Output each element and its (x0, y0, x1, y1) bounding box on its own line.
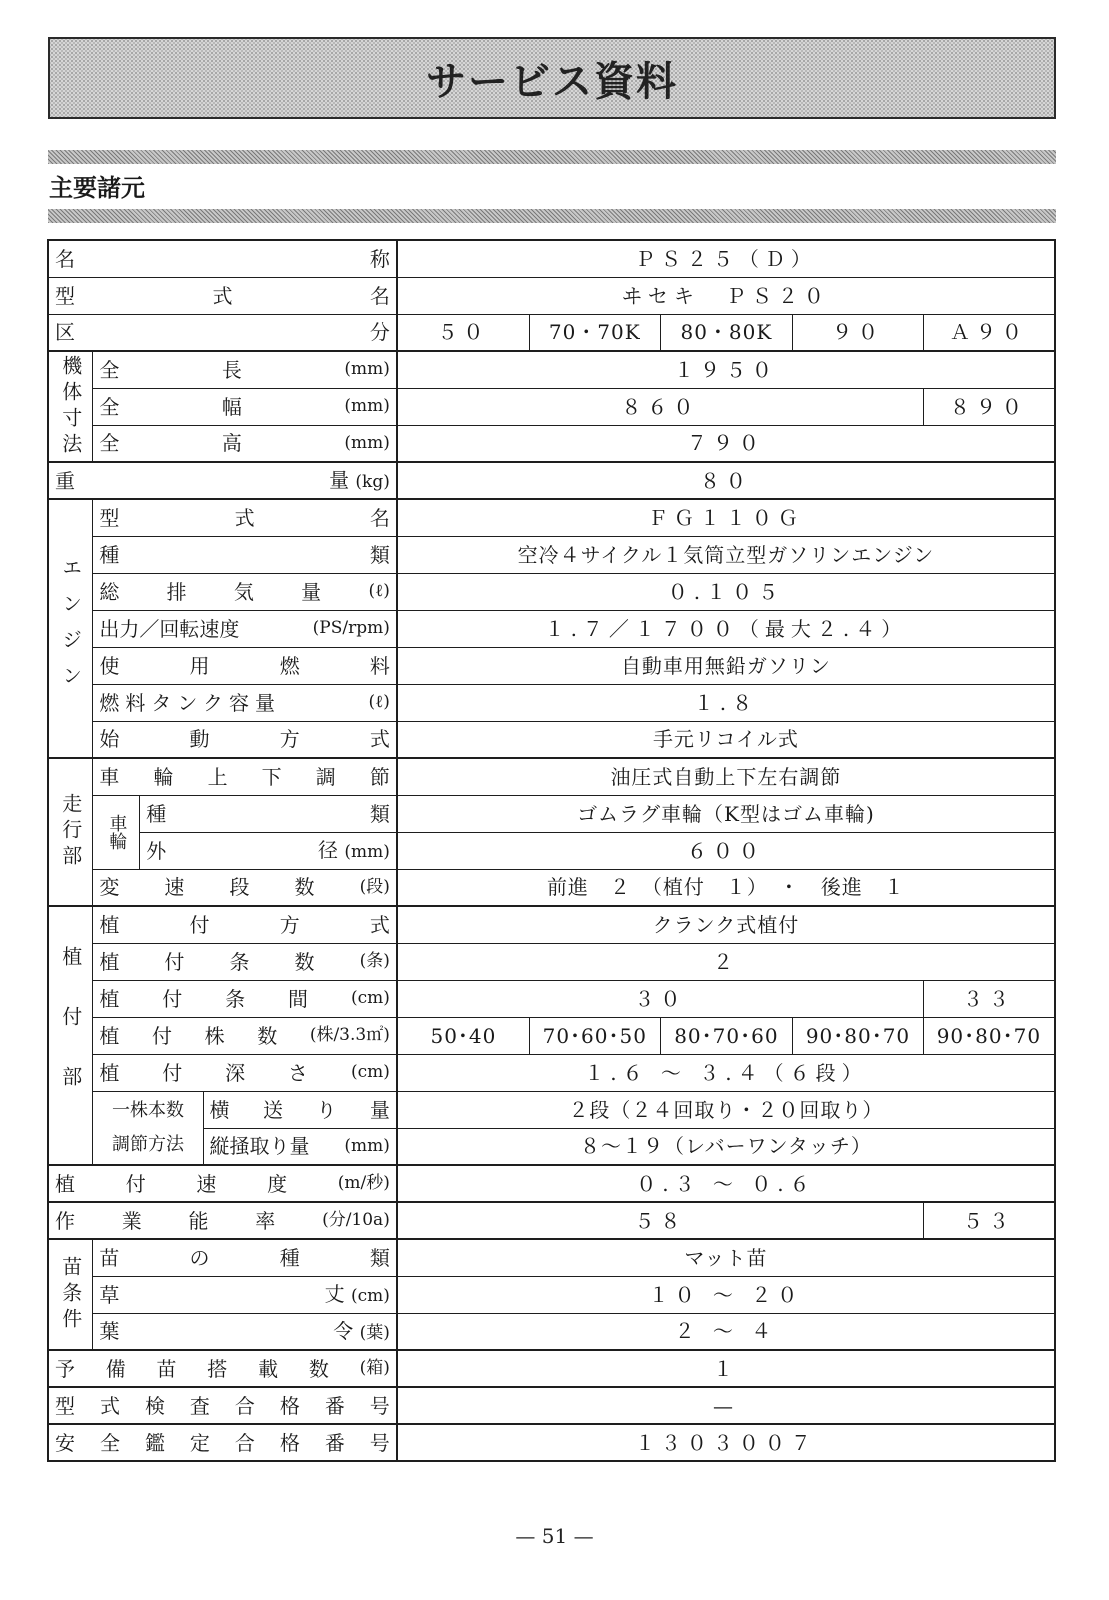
row-wheel-type (48, 795, 1055, 832)
group-travel: 走行部 (48, 758, 93, 906)
label-cell (93, 573, 397, 610)
title-banner (48, 37, 1056, 119)
label-cell (93, 721, 397, 758)
row-speed (48, 1165, 1055, 1202)
label-cell (93, 1239, 397, 1276)
row-fuel (48, 647, 1055, 684)
row-plant-depth (48, 1054, 1055, 1091)
row-engine-type (48, 536, 1055, 573)
row-plant-rows (48, 943, 1055, 980)
value-width: ８６０ (397, 388, 923, 425)
value-wheel-adjust: 油圧式自動上下左右調節 (397, 758, 1055, 795)
label-cell (140, 832, 397, 869)
label-cell (48, 277, 397, 314)
value-efficiency: ５８ (397, 1202, 923, 1239)
value-plant-method: クランク式植付 (397, 906, 1055, 943)
label-cell (48, 314, 397, 351)
label-output: 出力／回転速度 (PS/rpm) (99, 616, 390, 641)
category-80: 80・80K (660, 314, 793, 351)
page-number: — 51 — (515, 1524, 594, 1548)
value-output: １.７／１７００（最大２.４） (397, 610, 1055, 647)
label-cell (93, 1276, 397, 1313)
category-50: ５０ (397, 314, 530, 351)
row-category (48, 314, 1055, 351)
value-wheel-type: ゴムラグ車輪（K型はゴム車輪) (397, 795, 1055, 832)
group-engine: エンジン (48, 499, 93, 758)
value-engine-type: 空冷４サイクル１気筒立型ガソリンエンジン (397, 536, 1055, 573)
label-weight: 重 量 (kg) (55, 468, 390, 493)
label-engine-model: 型 式 名 (99, 505, 390, 530)
value-seedling-type: マット苗 (397, 1239, 1055, 1276)
label-width: 全 幅 (mm) (99, 394, 390, 419)
value-name: ＰＳ２５（Ｄ） (397, 240, 1055, 277)
label-cell (93, 1017, 397, 1054)
label-cell (48, 240, 397, 277)
row-model (48, 277, 1055, 314)
label-cell (203, 1091, 397, 1128)
hills-90: 90･80･70 (793, 1017, 924, 1054)
label-cell (93, 869, 397, 906)
value-spare: １ (397, 1350, 1055, 1387)
label-displacement: 総 排 気 量 (ℓ) (99, 579, 390, 604)
value-width-a90: ８９０ (923, 388, 1055, 425)
group-wheel: 車輪 (93, 795, 140, 869)
label-cell (93, 499, 397, 536)
row-width (48, 388, 1055, 425)
label-wheel-type: 種 類 (146, 801, 390, 826)
adjust-label-1: 一株本数 (111, 1099, 184, 1121)
label-cell (93, 610, 397, 647)
value-speed: ０.３ ～ ０.６ (397, 1165, 1055, 1202)
label-speed: 植 付 速 度 (m/秒) (55, 1171, 390, 1196)
row-wheel-adjust (48, 758, 1055, 795)
value-feed: ２段（２４回取り・２０回取り） (397, 1091, 1055, 1128)
value-seedling-leaf: ２ ～ ４ (397, 1313, 1055, 1350)
value-model: ヰセキ ＰＳ２０ (397, 277, 1055, 314)
hills-70: 70･60･50 (530, 1017, 661, 1054)
row-engine-model (48, 499, 1055, 536)
category-90: ９０ (793, 314, 924, 351)
label-plant-rows: 植 付 条 数 (条) (99, 949, 390, 974)
value-length: １９５０ (397, 351, 1055, 388)
label-seedling-leaf: 葉 令 (葉) (99, 1318, 390, 1344)
row-seedling-type (48, 1239, 1055, 1276)
value-engine-model: ＦＧ１１０Ｇ (397, 499, 1055, 536)
value-fuel: 自動車用無鉛ガソリン (397, 647, 1055, 684)
label-cell (93, 906, 397, 943)
section-title: 主要諸元 (49, 174, 145, 202)
hills-80: 80･70･60 (660, 1017, 793, 1054)
label-cell (203, 1128, 397, 1165)
label-plant-method: 植 付 方 式 (99, 912, 390, 937)
row-displacement (48, 573, 1055, 610)
label-engine-type: 種 類 (99, 542, 390, 567)
label-model: 型 式 名 (55, 283, 390, 308)
hills-50: 50･40 (397, 1017, 530, 1054)
value-height: ７９０ (397, 425, 1055, 462)
label-cell (48, 462, 397, 499)
row-feed (48, 1091, 1055, 1128)
row-height (48, 425, 1055, 462)
group-seedling: 苗条件 (48, 1239, 93, 1350)
label-fuel: 使 用 燃 料 (99, 653, 390, 678)
label-category: 区 分 (55, 320, 390, 345)
label-cell (48, 1202, 397, 1239)
value-inspection: — (397, 1387, 1055, 1424)
label-name: 名 称 (55, 246, 390, 271)
value-efficiency-a90: ５３ (923, 1202, 1055, 1239)
value-plant-rows: ２ (397, 943, 1055, 980)
row-tank (48, 684, 1055, 721)
group-dimensions: 機体寸法 (48, 351, 93, 462)
label-cell (93, 536, 397, 573)
label-seedling-height: 草 丈 (cm) (99, 1282, 390, 1307)
label-feed: 横 送 り 量 (209, 1097, 390, 1122)
row-weight (48, 462, 1055, 499)
label-cell (93, 425, 397, 462)
label-cell (93, 1313, 397, 1350)
row-name (48, 240, 1055, 277)
label-cell (93, 943, 397, 980)
value-wheel-dia: ６００ (397, 832, 1055, 869)
category-a90: Ａ９０ (923, 314, 1055, 351)
value-vertical: ８～１９（レバーワンタッチ） (397, 1128, 1055, 1165)
label-plant-hills: 植 付 株 数 (株/3.3㎡) (99, 1023, 390, 1048)
label-cell (93, 684, 397, 721)
value-plant-spacing-a90: ３３ (923, 980, 1055, 1017)
label-tank: 燃料タンク容量 (ℓ) (99, 690, 390, 715)
label-cell (48, 1165, 397, 1202)
section-rule-bottom (48, 209, 1056, 223)
value-start: 手元リコイル式 (397, 721, 1055, 758)
page-title: サービス資料 (426, 58, 678, 105)
label-start: 始 動 方 式 (99, 727, 390, 752)
row-seedling-leaf (48, 1313, 1055, 1350)
label-cell (93, 758, 397, 795)
label-cell (48, 1387, 397, 1424)
row-output (48, 610, 1055, 647)
row-wheel-dia (48, 832, 1055, 869)
value-tank: １.８ (397, 684, 1055, 721)
label-gears: 変 速 段 数 (段) (99, 875, 390, 900)
category-70: 70・70K (530, 314, 661, 351)
label-cell (140, 795, 397, 832)
section-rule-top (48, 150, 1056, 164)
row-length (48, 351, 1055, 388)
row-plant-spacing (48, 980, 1055, 1017)
row-start (48, 721, 1055, 758)
label-inspection: 型 式 検 査 合 格 番 号 (55, 1393, 390, 1418)
label-cell (93, 388, 397, 425)
adjust-label-2: 調節方法 (111, 1133, 184, 1155)
label-cell (48, 1424, 397, 1461)
label-wheel-dia: 外 径 (mm) (146, 838, 390, 863)
row-gears (48, 869, 1055, 906)
label-height: 全 高 (mm) (99, 431, 390, 456)
label-wheel-adjust: 車 輪 上 下 調 節 (99, 764, 390, 789)
spec-table (47, 239, 1056, 1462)
row-seedling-height (48, 1276, 1055, 1313)
label-seedling-type: 苗 の 種 類 (99, 1245, 390, 1270)
hills-a90: 90･80･70 (923, 1017, 1055, 1054)
row-efficiency (48, 1202, 1055, 1239)
label-vertical: 縦掻取り量 (mm) (209, 1134, 390, 1159)
label-cell (93, 980, 397, 1017)
label-cell (93, 351, 397, 388)
row-plant-method (48, 906, 1055, 943)
label-efficiency: 作 業 能 率 (分/10a) (55, 1208, 390, 1233)
value-plant-spacing: ３０ (397, 980, 923, 1017)
label-plant-spacing: 植 付 条 間 (cm) (99, 986, 390, 1011)
group-planting: 植付部 (48, 906, 93, 1165)
value-displacement: ０.１０５ (397, 573, 1055, 610)
value-seedling-height: １０ ～ ２０ (397, 1276, 1055, 1313)
value-plant-depth: １.６ ～ ３.４（６段） (397, 1054, 1055, 1091)
label-length: 全 長 (mm) (99, 357, 390, 382)
label-spare: 予 備 苗 搭 載 数 (箱) (55, 1356, 390, 1381)
group-adjust (93, 1091, 203, 1165)
row-spare (48, 1350, 1055, 1387)
row-safety (48, 1424, 1055, 1461)
value-gears: 前進 ２ （植付 １） ・ 後進 １ (397, 869, 1055, 906)
row-plant-hills (48, 1017, 1055, 1054)
label-safety: 安 全 鑑 定 合 格 番 号 (55, 1430, 390, 1455)
label-plant-depth: 植 付 深 さ (cm) (99, 1060, 390, 1085)
label-cell (48, 1350, 397, 1387)
value-safety: １３０３００７ (397, 1424, 1055, 1461)
label-cell (93, 647, 397, 684)
label-cell (93, 1054, 397, 1091)
value-weight: ８０ (397, 462, 1055, 499)
row-inspection (48, 1387, 1055, 1424)
